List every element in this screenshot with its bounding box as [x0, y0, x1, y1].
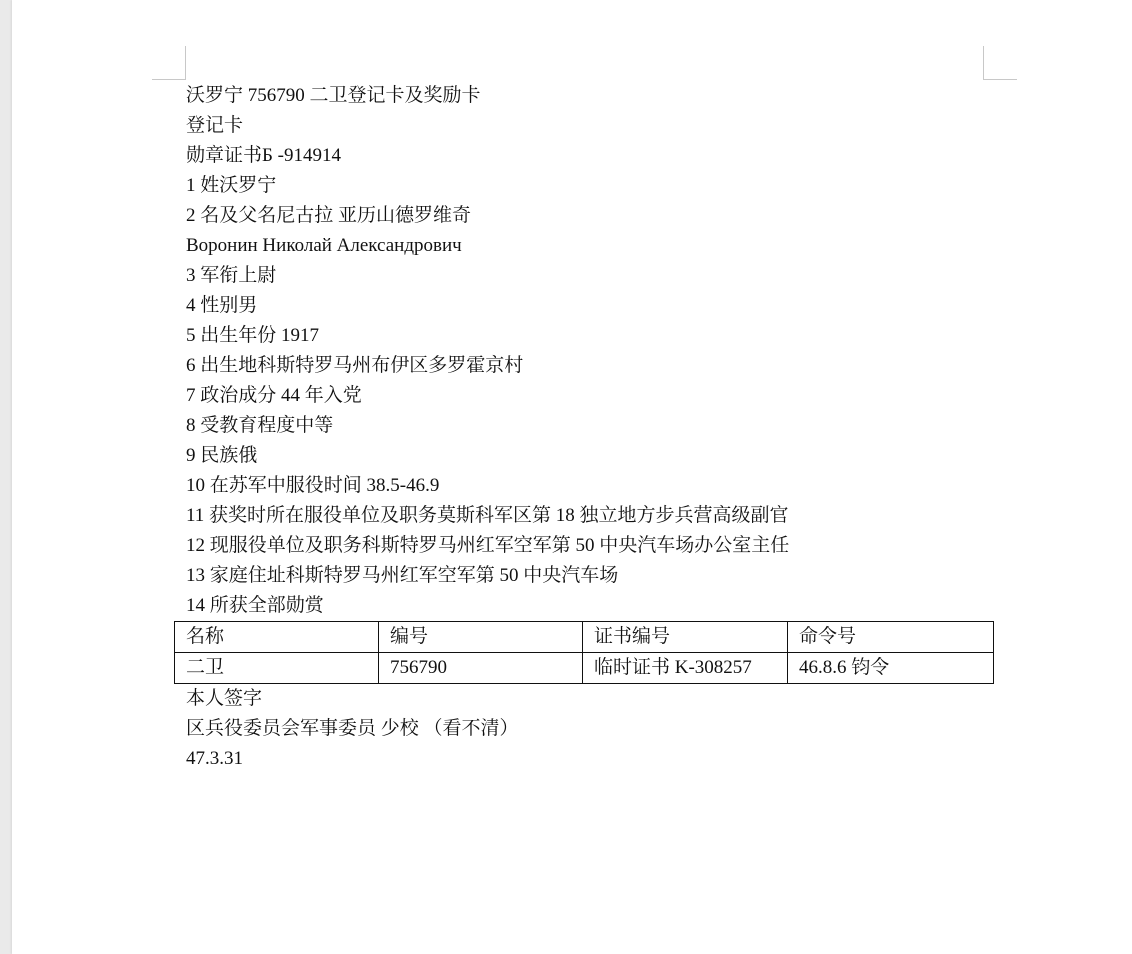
table-header-cell: 证书编号	[583, 622, 788, 653]
signature-line: 本人签字	[186, 688, 263, 709]
field-name-russian: Воронин Николай Александрович	[186, 235, 462, 256]
table-header-row	[175, 622, 994, 653]
table-cell: 756790	[379, 653, 583, 684]
field-birthplace: 6 出生地科斯特罗马州布伊区多罗霍京村	[186, 355, 524, 376]
field-party: 7 政治成分 44 年入党	[186, 385, 362, 406]
field-home-address: 13 家庭住址科斯特罗马州红军空军第 50 中央汽车场	[186, 565, 619, 586]
doc-title: 沃罗宁 756790 二卫登记卡及奖励卡	[186, 85, 481, 106]
field-birth-year: 5 出生年份 1917	[186, 325, 320, 346]
certificate-number-line: 勋章证书Б -914914	[186, 145, 341, 166]
field-awards-heading: 14 所获全部勋赏	[186, 595, 324, 616]
commissioner-line: 区兵役委员会军事委员 少校 （看不清）	[186, 718, 519, 739]
table-cell: 临时证书 K-308257	[583, 653, 788, 684]
document-body	[186, 81, 1006, 774]
table-cell: 二卫	[175, 653, 379, 684]
date-line: 47.3.31	[186, 748, 243, 769]
crop-mark-top-right	[983, 46, 1017, 80]
field-service-period: 10 在苏军中服役时间 38.5-46.9	[186, 475, 440, 496]
field-education: 8 受教育程度中等	[186, 415, 334, 436]
field-unit-at-award: 11 获奖时所在服役单位及职务莫斯科军区第 18 独立地方步兵营高级副官	[186, 505, 789, 526]
awards-table	[174, 621, 994, 684]
field-surname: 1 姓沃罗宁	[186, 175, 277, 196]
table-header-cell: 编号	[379, 622, 583, 653]
table-row	[175, 653, 994, 684]
field-current-unit: 12 现服役单位及职务科斯特罗马州红军空军第 50 中央汽车场办公室主任	[186, 535, 790, 556]
field-name-patronymic: 2 名及父名尼古拉 亚历山德罗维奇	[186, 205, 472, 226]
field-ethnicity: 9 民族俄	[186, 445, 258, 466]
field-rank: 3 军衔上尉	[186, 265, 277, 286]
document-page	[12, 0, 1132, 954]
table-header-cell: 名称	[175, 622, 379, 653]
field-gender: 4 性别男	[186, 295, 258, 316]
table-cell: 46.8.6 钧令	[788, 653, 994, 684]
doc-subtitle: 登记卡	[186, 115, 244, 136]
crop-mark-top-left	[152, 46, 186, 80]
table-header-cell: 命令号	[788, 622, 994, 653]
